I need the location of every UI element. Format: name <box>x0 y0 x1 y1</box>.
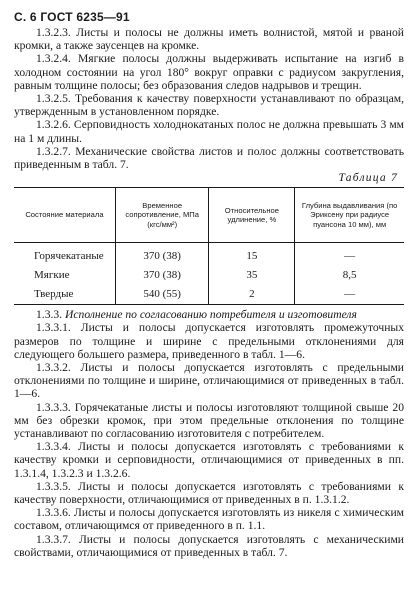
paragraph-1-3-3-3: 1.3.3.3. Горячекатаные листы и полосы изготовляют толщиной свыше 20 мм без обрезки кромок, при этом предельные отклонения по толщине устанавливают по согласованию изготовителя с потребителем. <box>14 400 404 441</box>
cell-strength: 370 (38) <box>115 266 209 285</box>
paragraph-1-3-3-4: 1.3.3.4. Листы и полосы допускается изготовлять с требованиями к качеству кромки и серповидности, отличающимися от приведенных в пп. 1.3.1.4, 1.3.2.3 и 1.3.2.6. <box>14 440 404 480</box>
properties-table <box>14 187 404 305</box>
cell-elongation: 35 <box>209 266 295 285</box>
cell-elongation: 2 <box>209 285 295 305</box>
paragraph-1-3-3-5: 1.3.3.5. Листы и полосы допускается изготовлять с требованиями к качеству поверхности, отличающимися от приведенных в п. 1.3.1.2. <box>14 479 404 507</box>
cell-depth: 8,5 <box>295 266 404 285</box>
bottom-paragraphs <box>14 321 404 559</box>
cell-depth: — <box>295 243 404 267</box>
cell-state: Мягкие <box>34 269 70 282</box>
cell-depth: — <box>295 285 404 305</box>
cell-state: Горячекатаные <box>34 250 104 263</box>
paragraph-1-3-2-4: 1.3.2.4. Мягкие полосы должны выдерживать испытание на изгиб в холодном состоянии на угол 180° вокруг оправки с радиусом закругления, равным толщине полосы; без образования следов надрывов и трещин. <box>14 52 404 92</box>
table-caption: Таблица 7 <box>338 171 398 185</box>
table-header-row <box>14 188 404 243</box>
page-header: С. 6 ГОСТ 6235—91 <box>14 10 130 24</box>
table-row <box>14 266 404 285</box>
header-depth: Глубина выдавливания (по Эриксену при радиусе пуансона 10 мм), мм <box>295 188 404 243</box>
header-state: Состояние материала <box>14 188 115 243</box>
paragraph-1-3-2-5: 1.3.2.5. Требования к качеству поверхности устанавливают по образцам, утвержденным в установленном порядке. <box>14 92 404 119</box>
cell-elongation: 15 <box>209 243 295 267</box>
paragraph-1-3-3-1: 1.3.3.1. Листы и полосы допускается изготовлять промежуточных размеров по толщине и ширине с предельными отклонениями для следующего большего размера, приведенного в табл. 1—6. <box>14 321 404 361</box>
section-title: Исполнение по согласованию потребителя и изготовителя <box>65 308 357 322</box>
top-paragraphs <box>14 26 404 171</box>
paragraph-1-3-2-7: 1.3.2.7. Механические свойства листов и полос должны соответствовать приведенным в табл. 7. <box>14 144 404 172</box>
paragraph-1-3-3-7: 1.3.3.7. Листы и полосы допускается изготовлять с механическими свойствами, отличающимися от приведенных в табл. 7. <box>14 532 404 559</box>
table-row <box>14 243 404 267</box>
paragraph-1-3-2-6: 1.3.2.6. Серповидность холоднокатаных полос не должна превышать 3 мм на 1 м длины. <box>14 118 404 145</box>
paragraph-1-3-3-6: 1.3.3.6. Листы и полосы допускается изготовлять из никеля с химическим составом, отличающимся от приведенного в п. 1.1. <box>14 506 404 533</box>
paragraph-1-3-3-2: 1.3.3.2. Листы и полосы допускается изготовлять с предельными отклонениями по толщине и ширине, отличающимися от приведенных в табл. 1—6. <box>14 361 404 401</box>
cell-strength: 540 (55) <box>115 285 209 305</box>
section-number: 1.3.3. <box>36 308 63 322</box>
section-heading <box>14 308 404 321</box>
table-row <box>14 285 404 305</box>
header-strength: Временное сопротивление, МПа (кгс/мм²) <box>115 188 209 243</box>
cell-strength: 370 (38) <box>115 243 209 267</box>
paragraph-1-3-2-3: 1.3.2.3. Листы и полосы не должны иметь волнистой, мятой и рваной кромки, а также заусенцев на кромке. <box>14 26 404 53</box>
header-elongation: Относительное удлинение, % <box>209 188 295 243</box>
cell-state: Твердые <box>14 285 115 305</box>
